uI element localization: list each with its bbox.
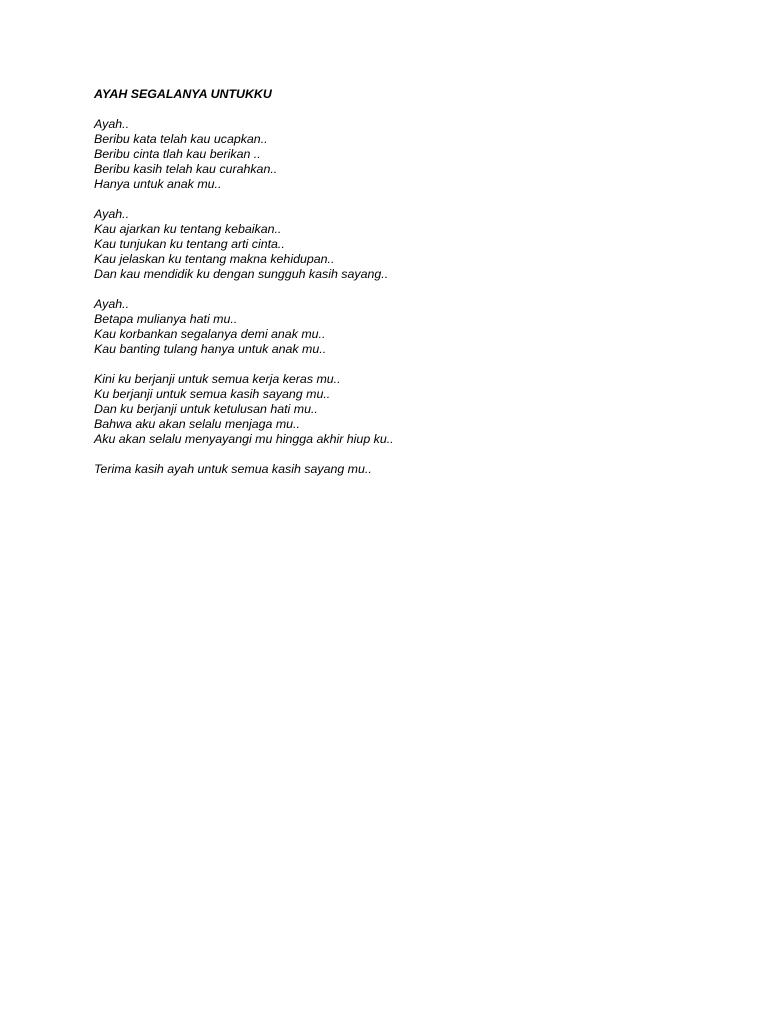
poem-line: Kau banting tulang hanya untuk anak mu.. bbox=[94, 342, 327, 356]
poem-title: AYAH SEGALANYA UNTUKKU bbox=[94, 87, 272, 101]
poem-line: Kini ku berjanji untuk semua kerja keras mu.. bbox=[94, 372, 341, 386]
poem-line: Kau korbankan segalanya demi anak mu.. bbox=[94, 327, 326, 341]
stanza-2 bbox=[94, 207, 694, 282]
poem-line: Kau jelaskan ku tentang makna kehidupan.. bbox=[94, 252, 335, 266]
poem-line: Dan kau mendidik ku dengan sungguh kasih sayang.. bbox=[94, 267, 389, 281]
poem-line: Beribu kata telah kau ucapkan.. bbox=[94, 132, 268, 146]
stanza-5 bbox=[94, 462, 694, 477]
poem-content bbox=[94, 87, 694, 477]
poem-line: Ayah.. bbox=[94, 117, 130, 131]
poem-line: Dan ku berjanji untuk ketulusan hati mu.. bbox=[94, 402, 318, 416]
poem-line: Ku berjanji untuk semua kasih sayang mu.. bbox=[94, 387, 331, 401]
poem-line: Beribu cinta tlah kau berikan .. bbox=[94, 147, 261, 161]
poem-line: Beribu kasih telah kau curahkan.. bbox=[94, 162, 278, 176]
stanza-1 bbox=[94, 117, 694, 192]
poem-line: Ayah.. bbox=[94, 207, 130, 221]
title-spacer bbox=[94, 102, 694, 117]
stanza-3 bbox=[94, 297, 694, 357]
poem-line: Aku akan selalu menyayangi mu hingga akhir hiup ku.. bbox=[94, 432, 394, 446]
poem-line: Betapa mulianya hati mu.. bbox=[94, 312, 238, 326]
poem-line: Kau ajarkan ku tentang kebaikan.. bbox=[94, 222, 282, 236]
poem-line: Bahwa aku akan selalu menjaga mu.. bbox=[94, 417, 300, 431]
poem-line: Ayah.. bbox=[94, 297, 130, 311]
poem-line: Kau tunjukan ku tentang arti cinta.. bbox=[94, 237, 285, 251]
poem-line: Hanya untuk anak mu.. bbox=[94, 177, 222, 191]
stanza-4 bbox=[94, 372, 694, 447]
poem-line: Terima kasih ayah untuk semua kasih sayang mu.. bbox=[94, 462, 372, 476]
